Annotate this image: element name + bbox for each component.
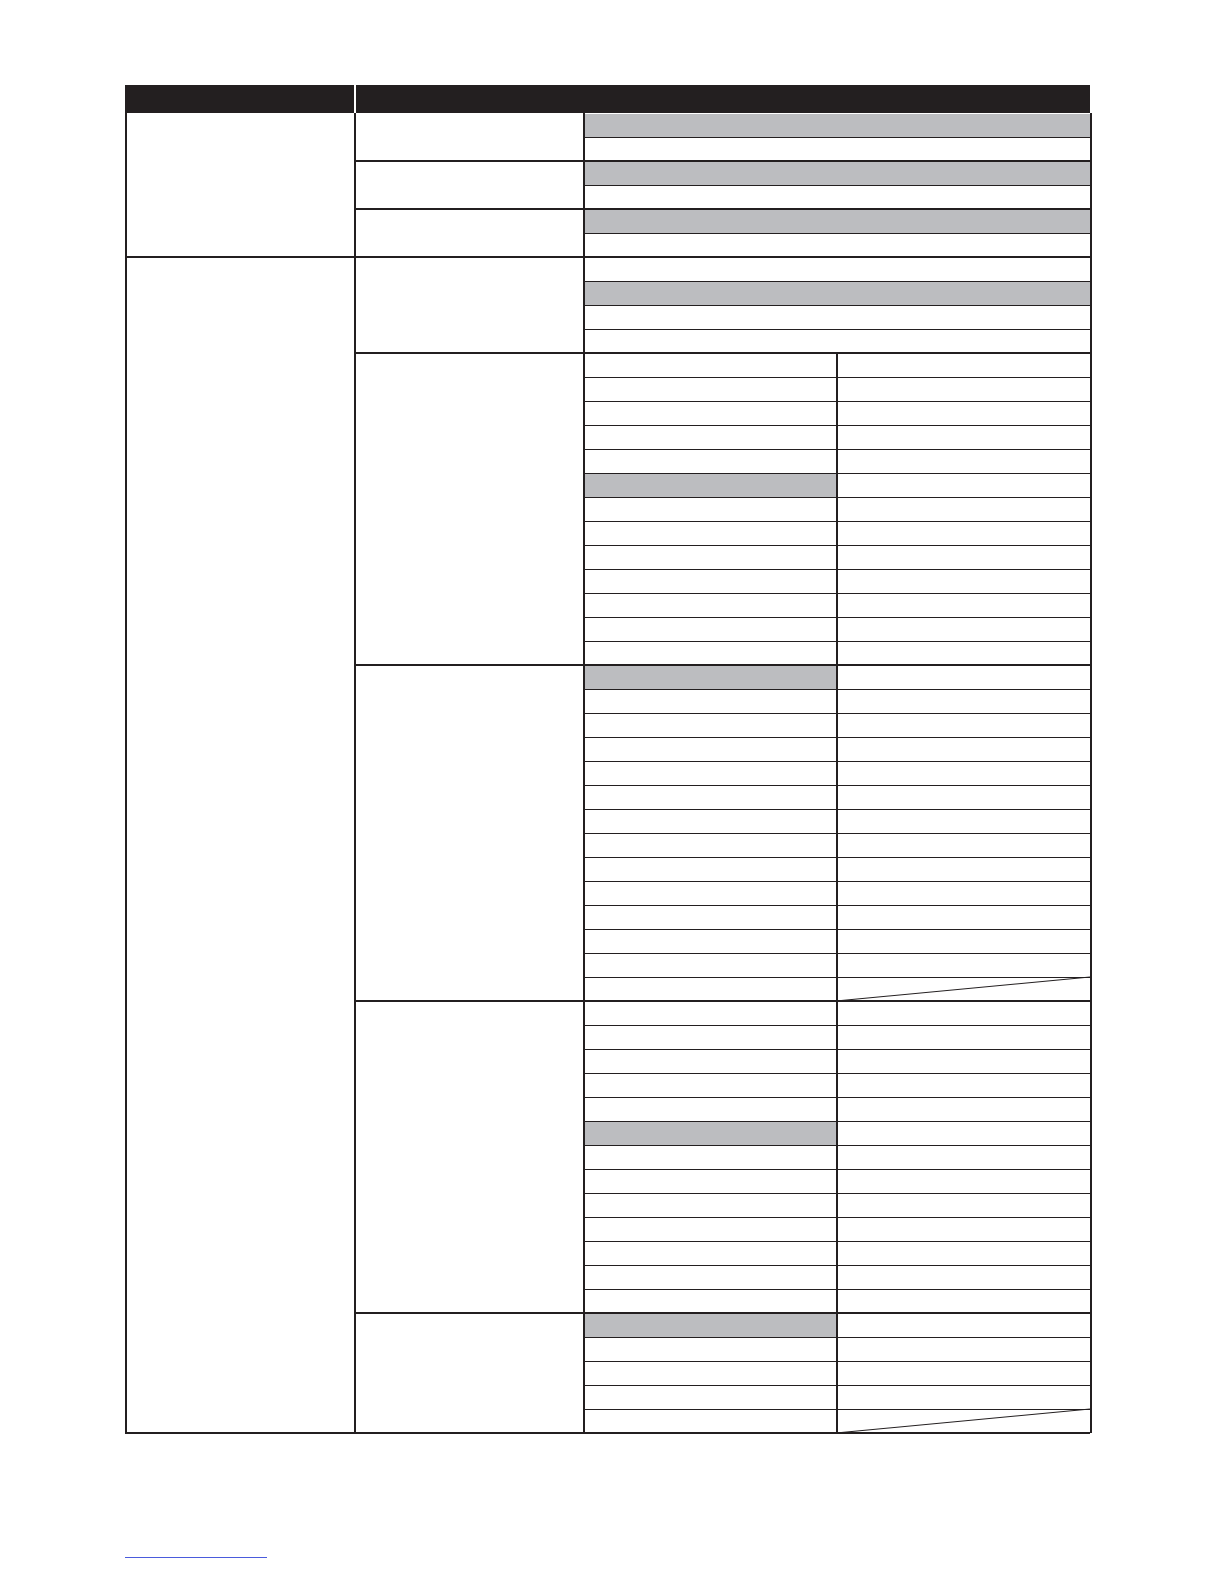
table-cell bbox=[584, 138, 1090, 161]
table-cell-right bbox=[837, 1074, 1090, 1097]
table-cell-left bbox=[584, 834, 836, 857]
group-label bbox=[355, 1002, 583, 1312]
table-cell-left bbox=[584, 1242, 836, 1265]
table-cell-right bbox=[837, 738, 1090, 761]
table-cell bbox=[584, 162, 1090, 185]
table-cell-left bbox=[584, 906, 836, 929]
table-left-rule bbox=[125, 85, 127, 1433]
table-cell-left bbox=[584, 1122, 836, 1145]
strike-through-line bbox=[836, 977, 1090, 1001]
column-divider bbox=[583, 113, 585, 1433]
section-label bbox=[126, 114, 354, 257]
table-cell-left bbox=[584, 882, 836, 905]
table-cell-left bbox=[584, 1338, 836, 1361]
table-right-rule bbox=[1090, 113, 1092, 1433]
table-cell-left bbox=[584, 714, 836, 737]
table-cell-left bbox=[584, 1290, 836, 1313]
table-cell-left bbox=[584, 1050, 836, 1073]
table-cell-left bbox=[584, 354, 836, 377]
table-cell-left bbox=[584, 378, 836, 401]
group-label bbox=[355, 210, 583, 256]
table-cell-right bbox=[837, 1338, 1090, 1361]
table-cell-right bbox=[837, 546, 1090, 569]
table-cell-left bbox=[584, 954, 836, 977]
table-cell-left bbox=[584, 1218, 836, 1241]
table-cell-right bbox=[837, 1218, 1090, 1241]
group-label bbox=[355, 114, 583, 160]
table-cell-left bbox=[584, 690, 836, 713]
table-cell-right bbox=[837, 1242, 1090, 1265]
table-cell-right bbox=[837, 402, 1090, 425]
table-cell bbox=[584, 234, 1090, 257]
table-cell-right bbox=[837, 1362, 1090, 1385]
table-cell-right bbox=[837, 762, 1090, 785]
table-cell-left bbox=[584, 1266, 836, 1289]
table-cell bbox=[584, 114, 1090, 137]
table-cell-right bbox=[837, 426, 1090, 449]
table-cell-right bbox=[837, 858, 1090, 881]
table-cell-right bbox=[837, 1146, 1090, 1169]
table-cell-left bbox=[584, 858, 836, 881]
table-cell-left bbox=[584, 1074, 836, 1097]
table-cell-right bbox=[837, 1098, 1090, 1121]
table-cell-right bbox=[837, 450, 1090, 473]
column-divider bbox=[836, 1001, 838, 1313]
group-label bbox=[355, 354, 583, 664]
table-cell-left bbox=[584, 810, 836, 833]
table-cell-left bbox=[584, 402, 836, 425]
table-cell bbox=[584, 306, 1090, 329]
table-cell-right bbox=[837, 618, 1090, 641]
table-cell-left bbox=[584, 1314, 836, 1337]
table-cell-right bbox=[837, 930, 1090, 953]
group-label bbox=[355, 1314, 583, 1432]
table-cell-left bbox=[584, 1386, 836, 1409]
table-cell-left bbox=[584, 618, 836, 641]
table-cell-right bbox=[837, 594, 1090, 617]
table-cell-right bbox=[837, 834, 1090, 857]
table-cell-right bbox=[837, 810, 1090, 833]
column-divider bbox=[836, 353, 838, 665]
column-divider bbox=[836, 1313, 838, 1433]
table-cell-left bbox=[584, 522, 836, 545]
table-cell-left bbox=[584, 1362, 836, 1385]
table-cell-right bbox=[837, 378, 1090, 401]
group-label bbox=[355, 258, 583, 352]
table-cell-right bbox=[837, 522, 1090, 545]
table-cell-left bbox=[584, 570, 836, 593]
table-cell-left bbox=[584, 594, 836, 617]
table-header-col-1 bbox=[125, 85, 354, 113]
table-cell-left bbox=[584, 474, 836, 497]
table-bottom-rule bbox=[125, 1432, 1090, 1434]
table-cell-right bbox=[837, 1314, 1090, 1337]
table-cell-left bbox=[584, 978, 836, 1001]
table-cell-right bbox=[837, 1050, 1090, 1073]
table-cell-right bbox=[837, 498, 1090, 521]
table-cell-right bbox=[837, 1266, 1090, 1289]
table-cell-left bbox=[584, 546, 836, 569]
table-cell-left bbox=[584, 738, 836, 761]
table-cell-left bbox=[584, 666, 836, 689]
table-cell-left bbox=[584, 1410, 836, 1433]
table-cell-left bbox=[584, 786, 836, 809]
table-cell-left bbox=[584, 1026, 836, 1049]
table-cell bbox=[584, 258, 1090, 281]
table-cell-left bbox=[584, 498, 836, 521]
table-cell-right bbox=[837, 882, 1090, 905]
table-cell-right bbox=[837, 354, 1090, 377]
group-label bbox=[355, 666, 583, 1000]
table-cell-left bbox=[584, 642, 836, 665]
table-cell-right bbox=[837, 642, 1090, 665]
table-cell bbox=[584, 210, 1090, 233]
table-cell-right bbox=[837, 1026, 1090, 1049]
table-cell-left bbox=[584, 1002, 836, 1025]
table-cell-right bbox=[837, 570, 1090, 593]
table-cell-left bbox=[584, 762, 836, 785]
section-label bbox=[126, 258, 354, 1433]
column-divider bbox=[354, 113, 356, 1433]
table-cell-right bbox=[837, 1290, 1090, 1313]
table-cell-right bbox=[837, 786, 1090, 809]
table-header-col-2 bbox=[356, 85, 1090, 113]
table-cell-left bbox=[584, 426, 836, 449]
table-cell-right bbox=[837, 690, 1090, 713]
table-cell-left bbox=[584, 1098, 836, 1121]
footer-rule bbox=[125, 1557, 267, 1558]
table-cell-right bbox=[837, 1122, 1090, 1145]
table-cell-right bbox=[837, 1002, 1090, 1025]
table-cell-right bbox=[837, 1170, 1090, 1193]
table-cell-left bbox=[584, 450, 836, 473]
table-cell-right bbox=[837, 666, 1090, 689]
table-cell-left bbox=[584, 1146, 836, 1169]
table-cell-right bbox=[837, 906, 1090, 929]
column-divider bbox=[836, 665, 838, 1001]
table-cell-right bbox=[837, 474, 1090, 497]
table-cell-right bbox=[837, 954, 1090, 977]
table-cell bbox=[584, 282, 1090, 305]
strike-through-line bbox=[836, 1409, 1090, 1433]
table-cell-right bbox=[837, 1386, 1090, 1409]
table-cell bbox=[584, 330, 1090, 353]
group-label bbox=[355, 162, 583, 208]
table-cell-left bbox=[584, 1194, 836, 1217]
table-cell-left bbox=[584, 1170, 836, 1193]
table-cell-right bbox=[837, 714, 1090, 737]
table-cell-left bbox=[584, 930, 836, 953]
table-cell-right bbox=[837, 1194, 1090, 1217]
table-cell bbox=[584, 186, 1090, 209]
